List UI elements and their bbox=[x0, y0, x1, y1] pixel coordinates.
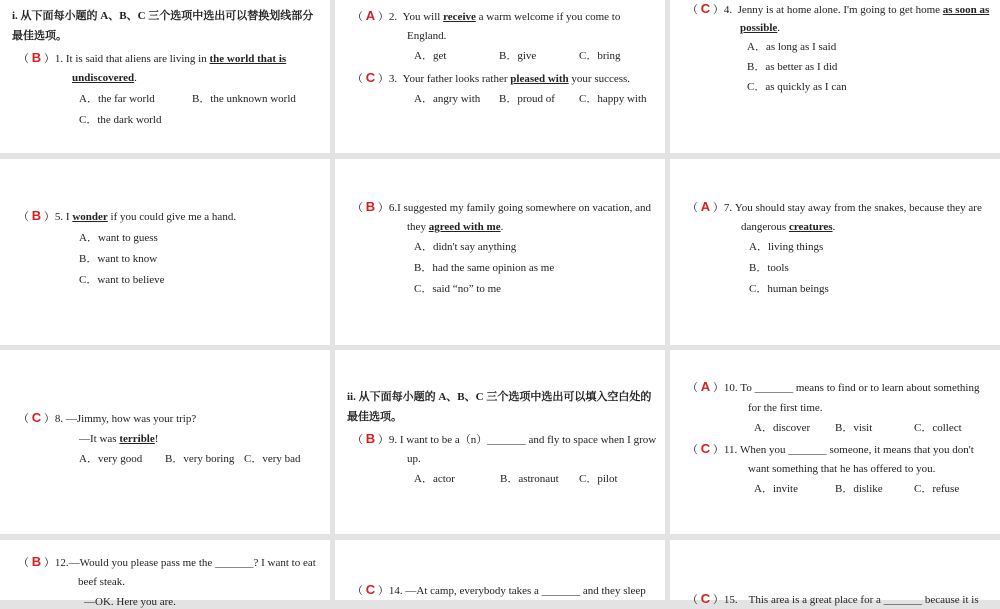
option-11a: A．invite bbox=[754, 483, 798, 495]
option-3c: C．happy with bbox=[579, 93, 647, 105]
option-9a: A．actor bbox=[414, 473, 455, 485]
panel-row2-left bbox=[0, 159, 330, 345]
question-1: （ B ）1. It is said that aliens are living in the world that is bbox=[18, 50, 287, 65]
question-1-cont: undiscovered. bbox=[72, 72, 137, 84]
option-10c: C．collect bbox=[914, 422, 962, 434]
answer-15: C bbox=[700, 591, 711, 606]
option-6b: B．had the same opinion as me bbox=[414, 262, 555, 274]
answer-5: B bbox=[31, 208, 42, 223]
answer-4: C bbox=[700, 1, 711, 16]
panel-row1-mid bbox=[335, 0, 665, 153]
option-10a: A．discover bbox=[754, 422, 811, 434]
option-2a: A．get bbox=[414, 50, 447, 62]
section-2-title: ii. 从下面每小题的 A、B、C 三个选项中选出可以填入空白处的 bbox=[347, 391, 652, 403]
panel-row1-right bbox=[670, 0, 1000, 153]
question-14: （ C ）14. —At camp, everybody takes a _______ and they sleep bbox=[352, 582, 646, 597]
question-2-cont: England. bbox=[407, 30, 447, 42]
question-8-cont: —It was terrible! bbox=[79, 433, 159, 445]
option-10b: B．visit bbox=[835, 422, 873, 434]
option-9b: B．astronaut bbox=[500, 473, 559, 485]
question-12: （ B ）12.—Would you please pass me the _______? I want to eat bbox=[18, 554, 316, 569]
question-12-reply: —OK. Here you are. bbox=[84, 596, 176, 608]
panel-row2-mid bbox=[335, 159, 665, 345]
panel-row4-right bbox=[670, 540, 1000, 606]
option-7c: C．human beings bbox=[749, 283, 829, 295]
question-5: （ B ）5. I wonder if you could give me a hand. bbox=[18, 208, 237, 223]
option-8a: A．very good bbox=[79, 453, 143, 465]
option-4c: C．as quickly as I can bbox=[747, 81, 847, 93]
question-11: （ C ）11. When you _______ someone, it means that you don't bbox=[687, 441, 974, 456]
panel-row3-mid bbox=[335, 350, 665, 534]
answer-10: A bbox=[700, 379, 711, 394]
answer-2: A bbox=[365, 8, 376, 23]
option-7b: B．tools bbox=[749, 262, 789, 274]
section-2-title-cont: 最佳选项。 bbox=[347, 411, 402, 423]
section-1-title: i. 从下面每小题的 A、B、C 三个选项中选出可以替换划线部分 bbox=[12, 10, 314, 22]
question-3: （ C ）3. Your father looks rather pleased with your success. bbox=[352, 70, 631, 85]
panel-row4-left bbox=[0, 540, 330, 608]
section-1-title-cont: 最佳选项。 bbox=[12, 30, 67, 42]
option-8c: C．very bad bbox=[244, 453, 301, 465]
option-2b: B．give bbox=[499, 50, 537, 62]
option-9c: C．pilot bbox=[579, 473, 618, 485]
option-4b: B．as better as I did bbox=[747, 61, 838, 73]
option-5c: C．want to believe bbox=[79, 274, 165, 286]
answer-9: B bbox=[365, 431, 376, 446]
question-2: （ A ）2. You will receive a warm welcome if you come to bbox=[352, 8, 621, 23]
option-3b: B．proud of bbox=[499, 93, 555, 105]
option-1c: C．the dark world bbox=[79, 114, 162, 126]
question-7: （ A ）7. You should stay away from the snakes, because they are bbox=[687, 199, 982, 214]
question-15: （ C ）15. This area is a great place for a _______ because it is bbox=[687, 591, 979, 606]
question-7-cont: dangerous creatures. bbox=[741, 221, 836, 233]
option-1b: B．the unknown world bbox=[192, 93, 296, 105]
answer-3: C bbox=[365, 70, 376, 85]
panel-row3-left bbox=[0, 350, 330, 534]
answer-1: B bbox=[31, 50, 42, 65]
option-4a: A．as long as I said bbox=[747, 41, 837, 53]
option-5a: A．want to guess bbox=[79, 232, 158, 244]
panel-row1-left bbox=[0, 0, 330, 153]
answer-8: C bbox=[31, 410, 42, 425]
question-9-cont: up. bbox=[407, 453, 421, 465]
question-11-cont: want something that he has offered to you. bbox=[748, 463, 936, 475]
panel-row2-right bbox=[670, 159, 1000, 345]
question-10-cont: for the first time. bbox=[748, 402, 823, 414]
option-8b: B．very boring bbox=[165, 453, 235, 465]
answer-14: C bbox=[365, 582, 376, 597]
question-12-cont: beef steak. bbox=[78, 576, 126, 588]
option-6c: C．said “no” to me bbox=[414, 283, 502, 295]
option-2c: C．bring bbox=[579, 50, 621, 62]
answer-7: A bbox=[700, 199, 711, 214]
option-6a: A．didn't say anything bbox=[414, 241, 517, 253]
panel-row4-mid bbox=[335, 540, 665, 600]
question-9: （ B ）9. I want to be a（n）_______ and fly to space when I grow bbox=[352, 431, 657, 446]
answer-12: B bbox=[31, 554, 42, 569]
option-5b: B．want to know bbox=[79, 253, 158, 265]
question-8: （ C ）8. —Jimmy, how was your trip? bbox=[18, 410, 197, 425]
option-11b: B．dislike bbox=[835, 483, 883, 495]
question-4-cont: possible. bbox=[740, 22, 781, 34]
option-1a: A．the far world bbox=[79, 93, 155, 105]
option-3a: A．angry with bbox=[414, 93, 481, 105]
answer-11: C bbox=[700, 441, 711, 456]
answer-6: B bbox=[365, 199, 376, 214]
question-4: （ C ）4. Jenny is at home alone. I'm going to get home as soon as bbox=[687, 1, 990, 16]
question-6: （ B ）6.I suggested my family going somewhere on vacation, and bbox=[352, 199, 651, 214]
question-6-cont: they agreed with me. bbox=[407, 221, 504, 233]
option-7a: A．living things bbox=[749, 241, 824, 253]
option-11c: C．refuse bbox=[914, 483, 960, 495]
question-10: （ A ）10. To _______ means to find or to learn about something bbox=[687, 379, 980, 394]
panel-row3-right bbox=[670, 350, 1000, 534]
